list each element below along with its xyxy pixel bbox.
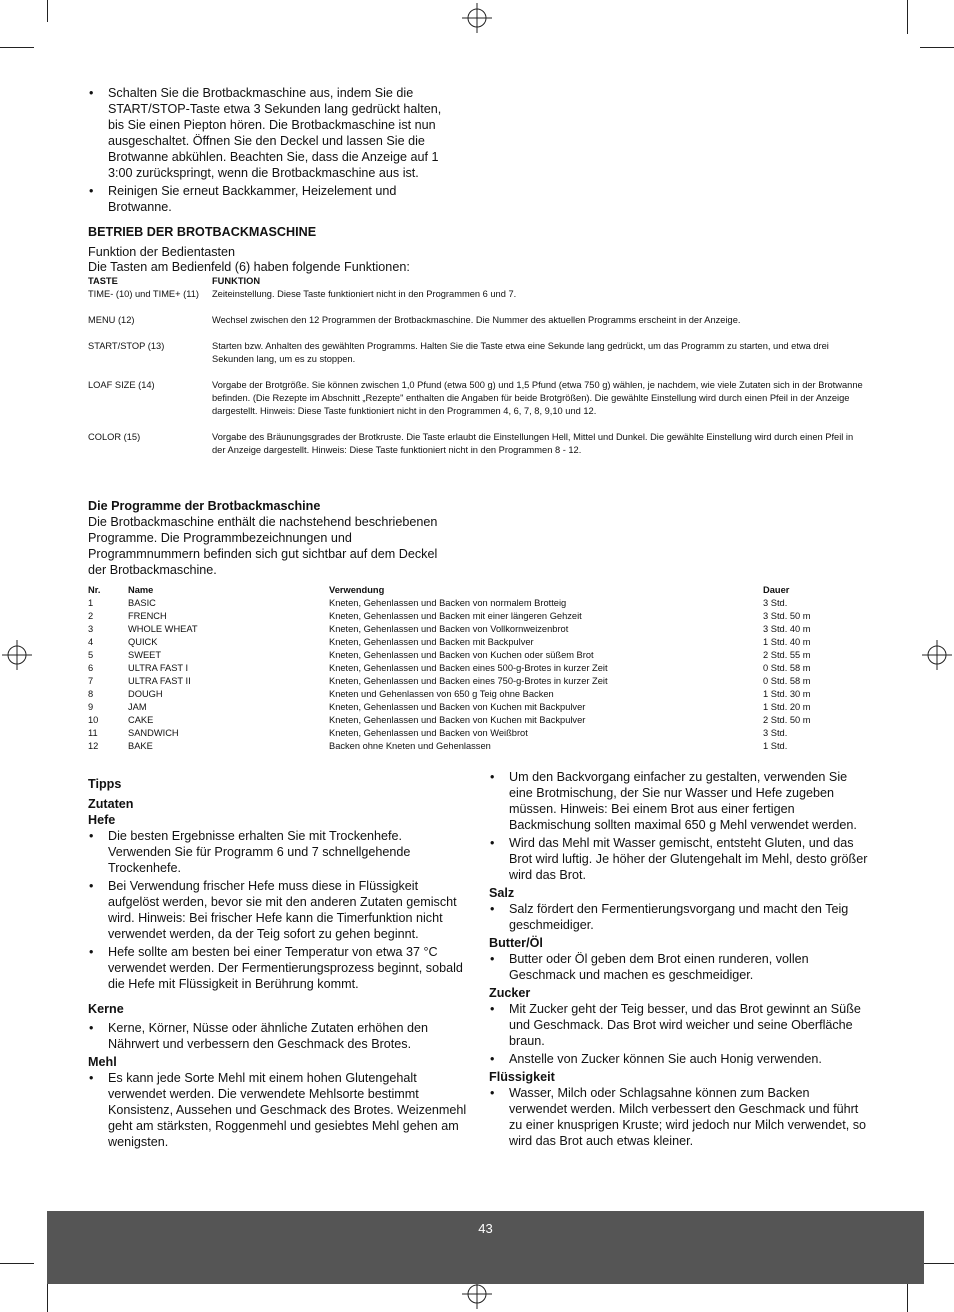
key-name: START/STOP (13) <box>88 341 165 351</box>
subheading: Mehl <box>88 1055 117 1069</box>
crop-mark <box>0 47 34 48</box>
key-name: LOAF SIZE (14) <box>88 380 155 390</box>
crop-mark <box>907 0 908 34</box>
program-duration: 3 Std. 40 m <box>763 624 811 634</box>
program-name: BAKE <box>128 741 153 751</box>
program-number: 10 <box>88 715 99 725</box>
program-duration: 1 Std. 40 m <box>763 637 811 647</box>
subheading: Salz <box>489 886 515 900</box>
table-row <box>88 675 828 688</box>
program-usage: Kneten, Gehenlassen und Backen von normalem Brotteig <box>329 598 567 608</box>
key-name: COLOR (15) <box>88 432 141 442</box>
program-name: BASIC <box>128 598 156 608</box>
crop-mark <box>0 1263 34 1264</box>
program-number: 8 <box>88 689 94 699</box>
program-usage: Kneten und Gehenlassen von 650 g Teig ohne Backen <box>329 689 554 699</box>
table-row <box>88 688 828 701</box>
program-duration: 0 Std. 58 m <box>763 663 811 673</box>
tips-left-column <box>88 776 468 1152</box>
key-function: Wechsel zwischen den 12 Programmen der Brotbackmaschine. Die Nummer des aktuellen Programms erscheint in der Anzeige. <box>212 315 741 325</box>
seeds-list <box>88 1020 468 1052</box>
list-item: • Salz fördert den Fermentierungsvorgang und macht den Teig geschmeidiger. <box>489 901 871 933</box>
table-row <box>88 740 828 753</box>
subheading: Flüssigkeit <box>489 1070 555 1084</box>
list-item: • Reinigen Sie erneut Backkammer, Heizelement und Brotwanne. <box>88 183 458 215</box>
list-item: • Die besten Ergebnisse erhalten Sie mit Trockenhefe. Verwenden Sie für Programm 6 und 7 schnellgehende Trockenhefe. <box>88 828 468 876</box>
column-header: TASTE <box>88 276 118 286</box>
intro-bullet-list <box>88 85 458 217</box>
program-duration: 3 Std. <box>763 598 788 608</box>
program-usage: Kneten, Gehenlassen und Backen von Kuchen mit Backpulver <box>329 715 586 725</box>
registration-mark-icon <box>2 640 32 670</box>
program-name: DOUGH <box>128 689 163 699</box>
program-number: 11 <box>88 728 98 738</box>
flour-list-continued <box>489 769 871 883</box>
program-name: ULTRA FAST II <box>128 676 191 686</box>
program-number: 9 <box>88 702 94 712</box>
paragraph: Die Brotbackmaschine enthält die nachstehend beschriebenen Programme. Die Programmbezeichnungen und Programmnummern befinden sich gut sichtbar auf dem Deckel der Brotbackmaschine. <box>88 515 438 577</box>
list-item: • Schalten Sie die Brotbackmaschine aus, indem Sie die START/STOP-Taste etwa 3 Sekunden lang gedrückt halten, bis Sie einen Piepton hören. Die Brotbackmaschine ist nun ausgeschaltet. Öffnen Sie den Deckel und lassen Sie die Brotwanne abkühlen. Beachten Sie, dass die Anzeige auf 1 3:00 zurückspringt, wenn die Brotbackmaschine aus ist. <box>88 85 458 181</box>
program-name: CAKE <box>128 715 154 725</box>
crop-mark <box>920 47 954 48</box>
list-item: • Butter oder Öl geben dem Brot einen runderen, vollen Geschmack und machen es geschmeidiger. <box>489 951 871 983</box>
list-item: • Kerne, Körner, Nüsse oder ähnliche Zutaten erhöhen den Nährwert und verbessern den Geschmack des Brotes. <box>88 1020 468 1052</box>
subheading: Hefe <box>88 813 116 827</box>
program-number: 6 <box>88 663 94 673</box>
liquid-list <box>489 1085 871 1149</box>
program-usage: Kneten, Gehenlassen und Backen mit einer längeren Gehzeit <box>329 611 582 621</box>
program-name: QUICK <box>128 637 158 647</box>
key-function: Vorgabe der Brotgröße. Sie können zwischen 1,0 Pfund (etwa 500 g) und 1,5 Pfund (etwa 750 g) wählen, je nachdem, wie viele Zutaten sich in der Brotwanne befinden. (Die Rezepte im Abschnitt „Rezepte" enthalten die Angaben für beide Brotgrößen). Die gewählte Einstellung wird durch einen Pfeil in der Anzeige dargestellt. Hinweis: Diese Taste funktioniert nicht in den Programmen 4, 6, 7, 8, 9,10 und 12. <box>212 380 863 416</box>
key-function: Zeiteinstellung. Diese Taste funktioniert nicht in den Programmen 6 und 7. <box>212 289 517 299</box>
table-row <box>88 662 828 675</box>
program-name: FRENCH <box>128 611 167 621</box>
flour-list <box>88 1070 468 1150</box>
page-number: 43 <box>478 1221 493 1236</box>
crop-mark <box>47 0 48 22</box>
column-header: Nr. <box>88 585 101 595</box>
table-row <box>88 623 828 636</box>
program-duration: 3 Std. 50 m <box>763 611 811 621</box>
list-item: • Wasser, Milch oder Schlagsahne können zum Backen verwendet werden. Milch verbessert den Geschmack und führt zu einer knusprigen Kruste; wird jedoch nur Milch verwendet, so wird das Brot auch etwas kleiner. <box>489 1085 871 1149</box>
program-usage: Kneten, Gehenlassen und Backen eines 750-g-Brotes in kurzer Zeit <box>329 676 608 686</box>
tips-right-column <box>489 769 871 1151</box>
sugar-list <box>489 1001 871 1067</box>
program-usage: Backen ohne Kneten und Gehenlassen <box>329 741 491 751</box>
table-row <box>88 701 828 714</box>
key-name: TIME- (10) und TIME+ (11) <box>88 289 199 299</box>
table-row <box>88 636 828 649</box>
program-usage: Kneten, Gehenlassen und Backen eines 500-g-Brotes in kurzer Zeit <box>329 663 608 673</box>
program-number: 3 <box>88 624 94 634</box>
program-name: JAM <box>128 702 147 712</box>
program-duration: 2 Std. 50 m <box>763 715 811 725</box>
program-duration: 0 Std. 58 m <box>763 676 811 686</box>
program-duration: 1 Std. 20 m <box>763 702 811 712</box>
program-number: 4 <box>88 637 94 647</box>
subheading: Kerne <box>88 1002 124 1016</box>
subheading: Funktion der Bedientasten <box>88 245 236 259</box>
table-row <box>88 649 828 662</box>
key-function: Starten bzw. Anhalten des gewählten Programms. Halten Sie die Taste etwa eine Sekunde lang gedrückt, um das Programm zu starten, und etwa drei Sekunden lang, um es zu stoppen. <box>212 341 829 364</box>
table-row <box>88 597 828 610</box>
list-item: • Bei Verwendung frischer Hefe muss diese in Flüssigkeit aufgelöst werden, bevor sie mit den anderen Zutaten gemischt wird. Hinweis: Bei frischer Hefe kann die Timerfunktion nicht verwendet werden, da der Teig sofort zu gehen beginnt. <box>88 878 468 942</box>
list-item: • Mit Zucker geht der Teig besser, und das Brot gewinnt an Süße und Geschmack. Das Brot wird weicher und seine Oberfläche braun. <box>489 1001 871 1049</box>
program-name: ULTRA FAST I <box>128 663 189 673</box>
column-header: Verwendung <box>329 585 385 595</box>
key-function: Vorgabe des Bräunungsgrades der Brotkruste. Die Taste erlaubt die Einstellungen Hell, Mittel und Dunkel. Die gewählte Einstellung wird durch einen Pfeil in der Anzeige dargestellt. Hinweis: Diese Taste funktioniert nicht in den Programmen 8 - 12. <box>212 432 854 455</box>
program-number: 12 <box>88 741 99 751</box>
paragraph: Die Tasten am Bedienfeld (6) haben folgende Funktionen: <box>88 260 410 274</box>
column-header: FUNKTION <box>212 276 261 286</box>
list-item: • Anstelle von Zucker können Sie auch Honig verwenden. <box>489 1051 871 1067</box>
program-duration: 3 Std. <box>763 728 788 738</box>
key-name: MENU (12) <box>88 315 135 325</box>
list-item: • Es kann jede Sorte Mehl mit einem hohen Glutengehalt verwendet werden. Die verwendete Mehlsorte bestimmt Konsistenz, Aussehen und Geschmack des Brotes. Weizenmehl geht am stärksten, Roggenmehl und gesiebtes Mehl gehen am wenigsten. <box>88 1070 468 1150</box>
program-usage: Kneten, Gehenlassen und Backen von Vollkornweizenbrot <box>329 624 569 634</box>
table-row <box>88 714 828 727</box>
column-header: Dauer <box>763 585 790 595</box>
program-duration: 2 Std. 55 m <box>763 650 811 660</box>
subheading: Zucker <box>489 986 531 1000</box>
crop-mark <box>920 1263 954 1264</box>
table-header-row <box>88 584 828 597</box>
registration-mark-icon <box>462 3 492 33</box>
program-table <box>88 584 828 753</box>
section-heading: Die Programme der Brotbackmaschine <box>88 499 321 513</box>
registration-mark-icon <box>922 640 952 670</box>
section-heading: BETRIEB DER BROTBACKMASCHINE <box>88 225 317 239</box>
list-item: • Hefe sollte am besten bei einer Temperatur von etwa 37 °C verwendet werden. Der Fermentierungsprozess beginnt, sobald die Hefe mit Flüssigkeit in Berührung kommt. <box>88 944 468 992</box>
section-heading: Tipps <box>88 777 122 791</box>
program-usage: Kneten, Gehenlassen und Backen von Weißbrot <box>329 728 528 738</box>
table-row <box>88 727 828 740</box>
program-number: 5 <box>88 650 94 660</box>
subheading: Zutaten <box>88 797 134 811</box>
butter-list <box>489 951 871 983</box>
program-usage: Kneten, Gehenlassen und Backen von Kuchen oder süßem Brot <box>329 650 594 660</box>
column-header: Name <box>128 585 154 595</box>
program-name: SANDWICH <box>128 728 179 738</box>
program-usage: Kneten, Gehenlassen und Backen von Kuchen mit Backpulver <box>329 702 586 712</box>
program-usage: Kneten, Gehenlassen und Backen mit Backpulver <box>329 637 534 647</box>
program-name: WHOLE WHEAT <box>128 624 198 634</box>
yeast-list <box>88 828 468 992</box>
footer-bar <box>47 1211 924 1284</box>
program-number: 1 <box>88 598 94 608</box>
subheading: Butter/Öl <box>489 936 543 950</box>
table-row <box>88 610 828 623</box>
program-number: 7 <box>88 676 94 686</box>
program-name: SWEET <box>128 650 162 660</box>
list-item: • Wird das Mehl mit Wasser gemischt, entsteht Gluten, und das Brot wird luftig. Je höher der Glutengehalt im Mehl, desto größer wird das Brot. <box>489 835 871 883</box>
salt-list <box>489 901 871 933</box>
list-item: • Um den Backvorgang einfacher zu gestalten, verwenden Sie eine Brotmischung, der Sie nur Wasser und Hefe zugeben müssen. Hinweis: Bei einem Brot aus einer fertigen Backmischung sollten maximal 650 g Mehl verwendet werden. <box>489 769 871 833</box>
program-number: 2 <box>88 611 94 621</box>
program-duration: 1 Std. <box>763 741 788 751</box>
program-duration: 1 Std. 30 m <box>763 689 811 699</box>
